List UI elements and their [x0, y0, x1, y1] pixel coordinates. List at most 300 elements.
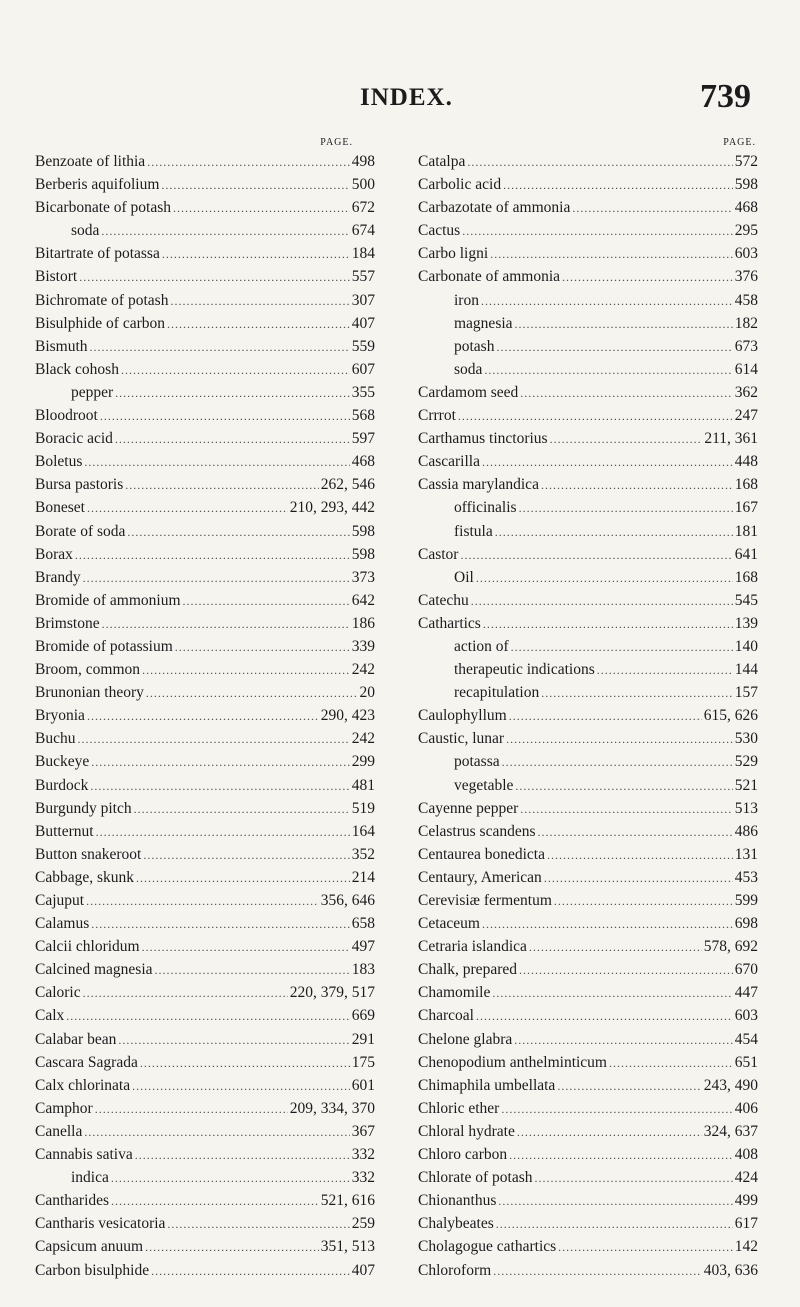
entry-page-numbers: 182 — [734, 314, 758, 332]
entry-term: potassa — [454, 753, 500, 771]
dot-leader — [520, 798, 732, 821]
dot-leader — [118, 1029, 349, 1052]
entry-page-numbers: 307 — [351, 291, 375, 309]
index-entry — [35, 404, 375, 427]
index-entry — [35, 750, 375, 773]
entry-page-numbers: 214 — [351, 868, 375, 886]
entry-term: magnesia — [454, 314, 513, 332]
dot-leader — [87, 497, 288, 520]
entry-term: Catalpa — [418, 153, 466, 170]
dot-leader — [519, 497, 733, 520]
index-entry — [35, 935, 375, 958]
entry-page-numbers: 424 — [734, 1169, 758, 1187]
entry-page-numbers: 486 — [734, 822, 758, 840]
entry-term: Bursa pastoris — [35, 476, 124, 494]
dot-leader — [509, 1144, 733, 1167]
dot-leader — [502, 751, 733, 774]
entry-page-numbers: 242 — [351, 661, 375, 679]
entry-page-numbers: 332 — [351, 1146, 375, 1164]
index-subentry — [418, 335, 758, 358]
index-entry — [418, 1212, 758, 1235]
index-entry — [418, 265, 758, 288]
entry-term: Cetraria islandica — [418, 938, 527, 956]
dot-leader — [572, 197, 732, 220]
entry-term: pepper — [71, 383, 114, 401]
entry-term: Carbo ligni — [418, 245, 489, 263]
dot-leader — [142, 659, 350, 682]
entry-page-numbers: 407 — [351, 1261, 375, 1279]
entry-term: Bloodroot — [35, 407, 98, 425]
dot-leader — [458, 405, 733, 428]
entry-term: Cajuput — [35, 892, 85, 909]
dot-leader — [134, 798, 350, 821]
entry-term: Burdock — [35, 776, 89, 794]
index-entry — [35, 196, 375, 219]
entry-term: Cascara Sagrada — [35, 1053, 138, 1071]
entry-term: fistula — [454, 522, 493, 540]
entry-page-numbers: 209, 334, 370 — [289, 1099, 375, 1117]
entry-page-numbers: 210, 293, 442 — [289, 499, 375, 517]
entry-term: Chalybeates — [418, 1215, 494, 1233]
right-index-column — [418, 136, 758, 1282]
dot-leader — [609, 1052, 733, 1075]
entry-page-numbers: 557 — [351, 268, 375, 286]
index-entry — [418, 889, 758, 912]
index-entry — [35, 1004, 375, 1027]
entry-term: Carbonate of ammonia — [418, 268, 561, 286]
entry-page-numbers: 243, 490 — [703, 1076, 758, 1094]
entry-page-numbers: 142 — [734, 1238, 758, 1256]
entry-page-numbers: 351, 513 — [320, 1238, 375, 1256]
dot-leader — [498, 1190, 732, 1213]
entry-page-numbers: 601 — [351, 1076, 375, 1094]
index-entry — [418, 866, 758, 889]
entry-term: Chloroform — [418, 1261, 492, 1279]
index-entry — [35, 358, 375, 381]
dot-leader — [492, 982, 732, 1005]
dot-leader — [467, 151, 732, 174]
index-entry — [418, 612, 758, 635]
entry-term: Calamus — [35, 915, 90, 933]
entry-page-numbers: 603 — [734, 245, 758, 263]
entry-term: Bromide of ammonium — [35, 591, 181, 609]
entry-term: Bisulphide of carbon — [35, 314, 166, 332]
entry-page-numbers: 513 — [734, 799, 758, 817]
entry-term: Canella — [35, 1122, 83, 1140]
entry-term: Cerevisiæ fermentum — [418, 892, 552, 909]
dot-leader — [482, 451, 733, 474]
entry-term: Black cohosh — [35, 360, 119, 378]
entry-term: Chloric ether — [418, 1099, 500, 1117]
entry-page-numbers: 131 — [734, 845, 758, 863]
dot-leader — [535, 1167, 733, 1190]
entry-term: Bicarbonate of potash — [35, 199, 172, 217]
entry-term: Bistort — [35, 268, 78, 286]
dot-leader — [77, 728, 349, 751]
entry-term: Calcii chloridum — [35, 938, 140, 956]
index-entry — [35, 450, 375, 473]
entry-term: Button snakeroot — [35, 845, 142, 863]
entry-page-numbers: 168 — [734, 568, 758, 586]
entry-page-numbers: 598 — [734, 176, 758, 194]
entry-page-numbers: 447 — [734, 984, 758, 1002]
dot-leader — [175, 636, 350, 659]
dot-leader — [95, 1098, 288, 1121]
dot-leader — [558, 1236, 733, 1259]
dot-leader — [143, 844, 349, 867]
entry-page-numbers: 642 — [351, 591, 375, 609]
index-entry — [35, 589, 375, 612]
index-entry — [35, 1074, 375, 1097]
entry-term: Chelone glabra — [418, 1030, 513, 1048]
entry-term: Catechu — [418, 591, 469, 609]
entry-term: Chimaphila umbellata — [418, 1076, 556, 1094]
entry-page-numbers: 468 — [351, 453, 375, 471]
entry-term: Capsicum anuum — [35, 1238, 144, 1256]
entry-page-numbers: 406 — [734, 1099, 758, 1117]
dot-leader — [496, 336, 732, 359]
index-subentry — [418, 658, 758, 681]
entry-page-numbers: 362 — [734, 383, 758, 401]
entry-term: Caustic, lunar — [418, 730, 505, 748]
dot-leader — [101, 220, 349, 243]
index-entry — [35, 543, 375, 566]
index-entry — [35, 612, 375, 635]
dot-leader — [162, 243, 350, 266]
entry-term: Boneset — [35, 499, 85, 517]
entry-page-numbers: 597 — [351, 430, 375, 448]
entry-term: Borate of soda — [35, 522, 126, 540]
index-entry — [35, 289, 375, 312]
dot-leader — [91, 913, 350, 936]
entry-page-numbers: 673 — [734, 337, 758, 355]
entry-term: Celastrus scandens — [418, 822, 536, 840]
entry-page-numbers: 211, 361 — [704, 430, 758, 448]
dot-leader — [509, 705, 702, 728]
index-entry — [35, 1143, 375, 1166]
dot-leader — [501, 1098, 732, 1121]
index-entry — [418, 404, 758, 427]
entry-page-numbers: 290, 423 — [320, 707, 375, 725]
dot-leader — [167, 313, 350, 336]
dot-leader — [517, 1121, 702, 1144]
index-entry — [418, 843, 758, 866]
dot-leader — [520, 382, 732, 405]
entry-term: Crrrot — [418, 407, 456, 425]
index-entry — [35, 312, 375, 335]
entry-term: Benzoate of lithia — [35, 153, 146, 170]
entry-page-numbers: 603 — [734, 1007, 758, 1025]
entry-page-numbers: 519 — [351, 799, 375, 817]
entry-page-numbers: 247 — [734, 407, 758, 425]
entry-term: Burgundy pitch — [35, 799, 132, 817]
entry-term: Cascarilla — [418, 453, 480, 471]
index-subentry — [35, 219, 375, 242]
entry-page-numbers: 598 — [351, 545, 375, 563]
entry-term: Oil — [454, 568, 474, 586]
index-entry — [35, 1189, 375, 1212]
entry-page-numbers: 299 — [351, 753, 375, 771]
page-header — [0, 78, 800, 118]
dot-leader — [102, 613, 350, 636]
entry-page-numbers: 448 — [734, 453, 758, 471]
index-entry — [418, 473, 758, 496]
dot-leader — [183, 590, 350, 613]
entry-page-numbers: 698 — [734, 915, 758, 933]
entry-page-numbers: 20 — [359, 684, 375, 702]
index-entry — [418, 958, 758, 981]
index-entry — [35, 981, 375, 1004]
entry-term: Chloral hydrate — [418, 1122, 515, 1140]
entry-page-numbers: 672 — [351, 199, 375, 217]
index-entry — [418, 1028, 758, 1051]
entry-page-numbers: 670 — [734, 961, 758, 979]
dot-leader — [100, 405, 350, 428]
index-entry — [35, 1259, 375, 1282]
entry-term: Cathartics — [418, 614, 481, 632]
dot-leader — [476, 567, 733, 590]
index-subentry — [418, 774, 758, 797]
dot-leader — [493, 1260, 702, 1283]
index-entry — [418, 219, 758, 242]
entry-term: Caloric — [35, 984, 81, 1002]
dot-leader — [483, 613, 733, 636]
index-entry — [35, 912, 375, 935]
entry-page-numbers: 530 — [734, 730, 758, 748]
entry-term: Chamomile — [418, 984, 491, 1002]
dot-leader — [142, 936, 350, 959]
entry-page-numbers: 324, 637 — [703, 1122, 758, 1140]
entry-term: Cantharis vesicatoria — [35, 1215, 166, 1233]
entry-term: Bismuth — [35, 337, 88, 355]
entry-term: Centaurea bonedicta — [418, 845, 545, 863]
entry-term: Calx chlorinata — [35, 1076, 131, 1094]
entry-term: Borax — [35, 545, 73, 563]
entry-term: Bryonia — [35, 707, 85, 725]
dot-leader — [83, 567, 350, 590]
entry-term: Cannabis sativa — [35, 1146, 133, 1164]
dot-leader — [147, 151, 350, 174]
index-entry — [35, 866, 375, 889]
index-entry — [35, 1120, 375, 1143]
left-index-column — [35, 136, 375, 1282]
index-entry — [35, 150, 375, 173]
entry-page-numbers: 157 — [734, 684, 758, 702]
entry-term: Berberis aquifolium — [35, 176, 160, 194]
entry-page-numbers: 658 — [351, 915, 375, 933]
index-entry — [35, 820, 375, 843]
entry-term: Chlorate of potash — [418, 1169, 533, 1187]
dot-leader — [87, 705, 319, 728]
entry-term: Brimstone — [35, 614, 100, 632]
index-entry — [35, 473, 375, 496]
entry-page-numbers: 408 — [734, 1146, 758, 1164]
entry-page-numbers: 167 — [734, 499, 758, 517]
dot-leader — [146, 682, 358, 705]
entry-term: Cactus — [418, 222, 461, 240]
dot-leader — [86, 890, 319, 913]
dot-leader — [481, 290, 733, 313]
entry-term: Chionanthus — [418, 1192, 497, 1210]
entry-term: indica — [71, 1169, 109, 1187]
entry-page-numbers: 499 — [734, 1192, 758, 1210]
entry-page-numbers: 498 — [351, 153, 375, 170]
entry-term: Calx — [35, 1007, 65, 1025]
entry-term: action of — [454, 637, 509, 655]
dot-leader — [155, 959, 350, 982]
entry-page-numbers: 614 — [734, 360, 758, 378]
entry-term: Butternut — [35, 822, 94, 840]
dot-leader — [90, 775, 349, 798]
index-entry — [35, 658, 375, 681]
entry-term: Chenopodium anthelminticum — [418, 1053, 607, 1071]
entry-page-numbers: 332 — [351, 1169, 375, 1187]
index-entry — [418, 912, 758, 935]
entry-page-numbers: 259 — [351, 1215, 375, 1233]
entry-page-numbers: 545 — [734, 591, 758, 609]
dot-leader — [538, 821, 733, 844]
index-entry — [35, 958, 375, 981]
entry-page-numbers: 521 — [734, 776, 758, 794]
dot-leader — [511, 636, 733, 659]
dot-leader — [495, 521, 733, 544]
index-entry — [418, 981, 758, 1004]
index-entry — [35, 173, 375, 196]
entry-page-numbers: 262, 546 — [320, 476, 375, 494]
dot-leader — [136, 867, 350, 890]
dot-leader — [562, 266, 733, 289]
dot-leader — [550, 428, 703, 451]
dot-leader — [115, 382, 350, 405]
index-entry — [418, 1074, 758, 1097]
dot-leader — [503, 174, 733, 197]
dot-leader — [460, 544, 732, 567]
entry-term: Cabbage, skunk — [35, 868, 135, 886]
entry-page-numbers: 559 — [351, 337, 375, 355]
entry-page-numbers: 578, 692 — [703, 938, 758, 956]
dot-leader — [541, 682, 733, 705]
dot-leader — [515, 775, 732, 798]
dot-leader — [91, 751, 350, 774]
entry-term: Cantharides — [35, 1192, 110, 1210]
index-entry — [35, 1235, 375, 1258]
index-subentry — [418, 750, 758, 773]
dot-leader — [75, 544, 350, 567]
entry-term: Chloro carbon — [418, 1146, 508, 1164]
index-subentry — [35, 1166, 375, 1189]
dot-leader — [161, 174, 349, 197]
index-entry — [35, 335, 375, 358]
index-subentry — [418, 635, 758, 658]
index-entry — [418, 704, 758, 727]
entry-page-numbers: 497 — [351, 938, 375, 956]
entry-term: Brunonian theory — [35, 684, 144, 702]
dot-leader — [496, 1213, 733, 1236]
index-entry — [35, 1097, 375, 1120]
index-subentry — [418, 681, 758, 704]
index-entry — [418, 1004, 758, 1027]
entry-term: potash — [454, 337, 495, 355]
index-entry — [418, 1259, 758, 1282]
index-subentry — [418, 566, 758, 589]
entry-page-numbers: 184 — [351, 245, 375, 263]
index-subentry — [418, 312, 758, 335]
entry-page-numbers: 140 — [734, 637, 758, 655]
entry-page-numbers: 521, 616 — [320, 1192, 375, 1210]
entry-term: Calabar bean — [35, 1030, 117, 1048]
dot-leader — [127, 521, 349, 544]
dot-leader — [484, 359, 732, 382]
entry-term: Buchu — [35, 730, 76, 748]
index-entry — [35, 427, 375, 450]
index-entry — [35, 727, 375, 750]
index-entry — [35, 681, 375, 704]
index-entry — [35, 797, 375, 820]
dot-leader — [135, 1144, 350, 1167]
entry-page-numbers: 651 — [734, 1053, 758, 1071]
entry-term: Bichromate of potash — [35, 291, 169, 309]
entry-term: Cassia marylandica — [418, 476, 539, 494]
entry-page-numbers: 144 — [734, 661, 758, 679]
entry-term: Charcoal — [418, 1007, 474, 1025]
page-column-label: PAGE. — [723, 137, 756, 148]
dot-leader — [471, 590, 733, 613]
dot-leader — [514, 1029, 732, 1052]
page-number: 739 — [700, 78, 751, 115]
entry-page-numbers: 376 — [734, 268, 758, 286]
dot-leader — [90, 336, 350, 359]
index-title: INDEX. — [360, 84, 453, 111]
entry-page-numbers: 295 — [734, 222, 758, 240]
entry-term: recapitulation — [454, 684, 540, 702]
entry-term: Boracic acid — [35, 430, 113, 448]
entry-page-numbers: 599 — [734, 892, 758, 909]
dot-leader — [79, 266, 350, 289]
entry-term: Chalk, prepared — [418, 961, 517, 979]
entry-term: Bromide of potassium — [35, 637, 173, 655]
entry-page-numbers: 242 — [351, 730, 375, 748]
entry-page-numbers: 529 — [734, 753, 758, 771]
page-column-label: PAGE. — [320, 137, 353, 148]
entry-term: Brandy — [35, 568, 81, 586]
index-entry — [418, 727, 758, 750]
index-entry — [418, 1166, 758, 1189]
entry-page-numbers: 168 — [734, 476, 758, 494]
index-subentry — [418, 289, 758, 312]
dot-leader — [140, 1052, 350, 1075]
entry-term: officinalis — [454, 499, 517, 517]
dot-leader — [519, 959, 733, 982]
index-entry — [418, 242, 758, 265]
entry-page-numbers: 617 — [734, 1215, 758, 1233]
entry-term: soda — [454, 360, 483, 378]
dot-leader — [490, 243, 733, 266]
dot-leader — [541, 474, 733, 497]
entry-term: Cholagogue cathartics — [418, 1238, 557, 1256]
dot-leader — [544, 867, 733, 890]
entry-page-numbers: 669 — [351, 1007, 375, 1025]
entry-page-numbers: 572 — [734, 153, 758, 170]
index-entry — [35, 704, 375, 727]
index-entry — [35, 635, 375, 658]
entry-page-numbers: 407 — [351, 314, 375, 332]
entry-page-numbers: 186 — [351, 614, 375, 632]
dot-leader — [529, 936, 702, 959]
entry-term: iron — [454, 291, 479, 309]
entry-page-numbers: 615, 626 — [703, 707, 758, 725]
entry-page-numbers: 373 — [351, 568, 375, 586]
dot-leader — [121, 359, 350, 382]
